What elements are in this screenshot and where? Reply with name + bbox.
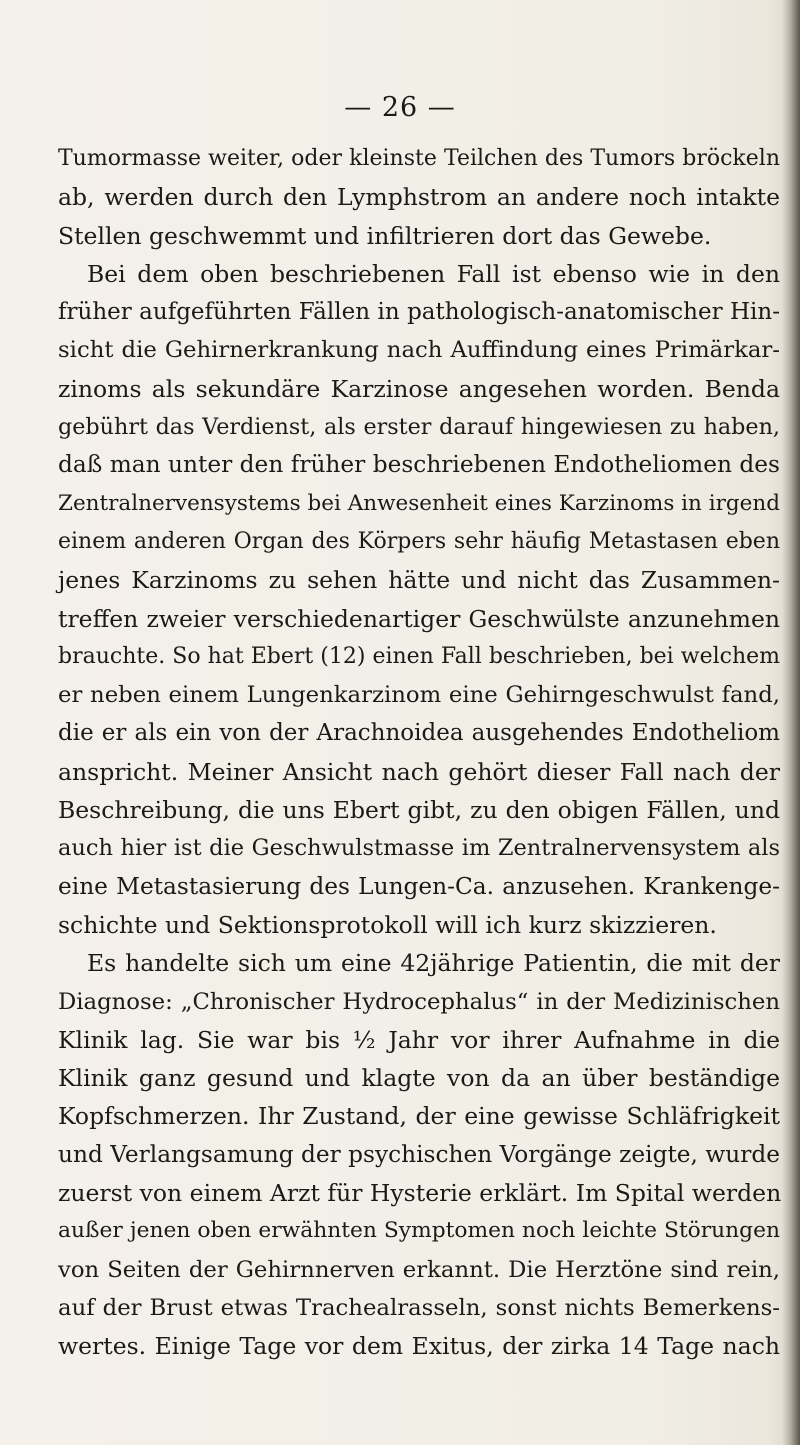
text-line: und Verlangsamung der psychischen Vorgänge zeigte, wurde — [58, 1140, 780, 1168]
text-line: zuerst von einem Arzt für Hysterie erklärt. Im Spital werden — [58, 1179, 782, 1208]
text-line: daß man unter den früher beschriebenen Endotheliomen des — [58, 451, 780, 479]
text-line: auch hier ist die Geschwulstmasse im Zentralnervensystem als — [58, 835, 780, 862]
text-line: er neben einem Lungenkarzinom eine Gehirngeschwulst fand, — [58, 682, 780, 709]
text-line: schichte und Sektionsprotokoll will ich kurz skizzieren. — [58, 910, 717, 939]
text-line: Beschreibung, die uns Ebert gibt, zu den obigen Fällen, und — [58, 796, 780, 825]
page-number: — 26 — — [344, 92, 456, 123]
text-line: jenes Karzinoms zu sehen hätte und nicht das Zusammen- — [58, 566, 780, 595]
text-line: Es handelte sich um eine 42jährige Patientin, die mit der — [87, 949, 780, 978]
text-line: zinoms als sekundäre Karzinose angesehen worden. Benda — [58, 374, 780, 403]
page-binding-edge — [782, 0, 800, 1445]
text-line: ab, werden durch den Lymphstrom an andere noch intakte — [58, 183, 780, 212]
text-line: Diagnose: „Chronischer Hydrocephalus“ in der Medizinischen — [58, 988, 780, 1015]
text-line: Kopfschmerzen. Ihr Zustand, der eine gewisse Schläfrigkeit — [58, 1102, 780, 1131]
text-line: gebührt das Verdienst, als erster darauf hingewiesen zu haben, — [58, 414, 780, 441]
text-line: außer jenen oben erwähnten Symptomen noch leichte Störungen — [58, 1218, 780, 1244]
text-line: auf der Brust etwas Trachealrasseln, sonst nichts Bemerkens- — [58, 1294, 780, 1321]
text-line: die er als ein von der Arachnoidea ausgehendes Endotheliom — [58, 720, 780, 747]
text-line: sicht die Gehirnerkrankung nach Auffindung eines Primärkar- — [58, 337, 780, 364]
text-line: Klinik lag. Sie war bis ½ Jahr vor ihrer Aufnahme in die — [58, 1025, 780, 1054]
text-line: Zentralnervensystems bei Anwesenheit eines Karzinoms in irgend — [58, 490, 780, 516]
body-text — [58, 140, 780, 1366]
text-line: brauchte. So hat Ebert (12) einen Fall beschrieben, bei welchem — [58, 643, 780, 669]
text-line: anspricht. Meiner Ansicht nach gehört dieser Fall nach der — [58, 757, 780, 786]
text-line: eine Metastasierung des Lungen-Ca. anzusehen. Krankenge- — [58, 872, 780, 900]
text-line: Stellen geschwemmt und infiltrieren dort das Gewebe. — [58, 221, 712, 250]
text-line: Bei dem oben beschriebenen Fall ist ebenso wie in den — [87, 259, 780, 288]
text-line: Klinik ganz gesund und klagte von da an über beständige — [58, 1064, 780, 1093]
text-line: von Seiten der Gehirnnerven erkannt. Die Herztöne sind rein, — [58, 1256, 780, 1283]
text-line: wertes. Einige Tage vor dem Exitus, der zirka 14 Tage nach — [58, 1332, 780, 1361]
text-line: treffen zweier verschiedenartiger Geschwülste anzunehmen — [58, 604, 780, 633]
text-line: früher aufgeführten Fällen in pathologisch-anatomischer Hin- — [58, 299, 780, 326]
text-line: Tumormasse weiter, oder kleinste Teilchen des Tumors bröckeln — [58, 146, 780, 171]
text-line: einem anderen Organ des Körpers sehr häufig Metastasen eben — [58, 528, 780, 554]
